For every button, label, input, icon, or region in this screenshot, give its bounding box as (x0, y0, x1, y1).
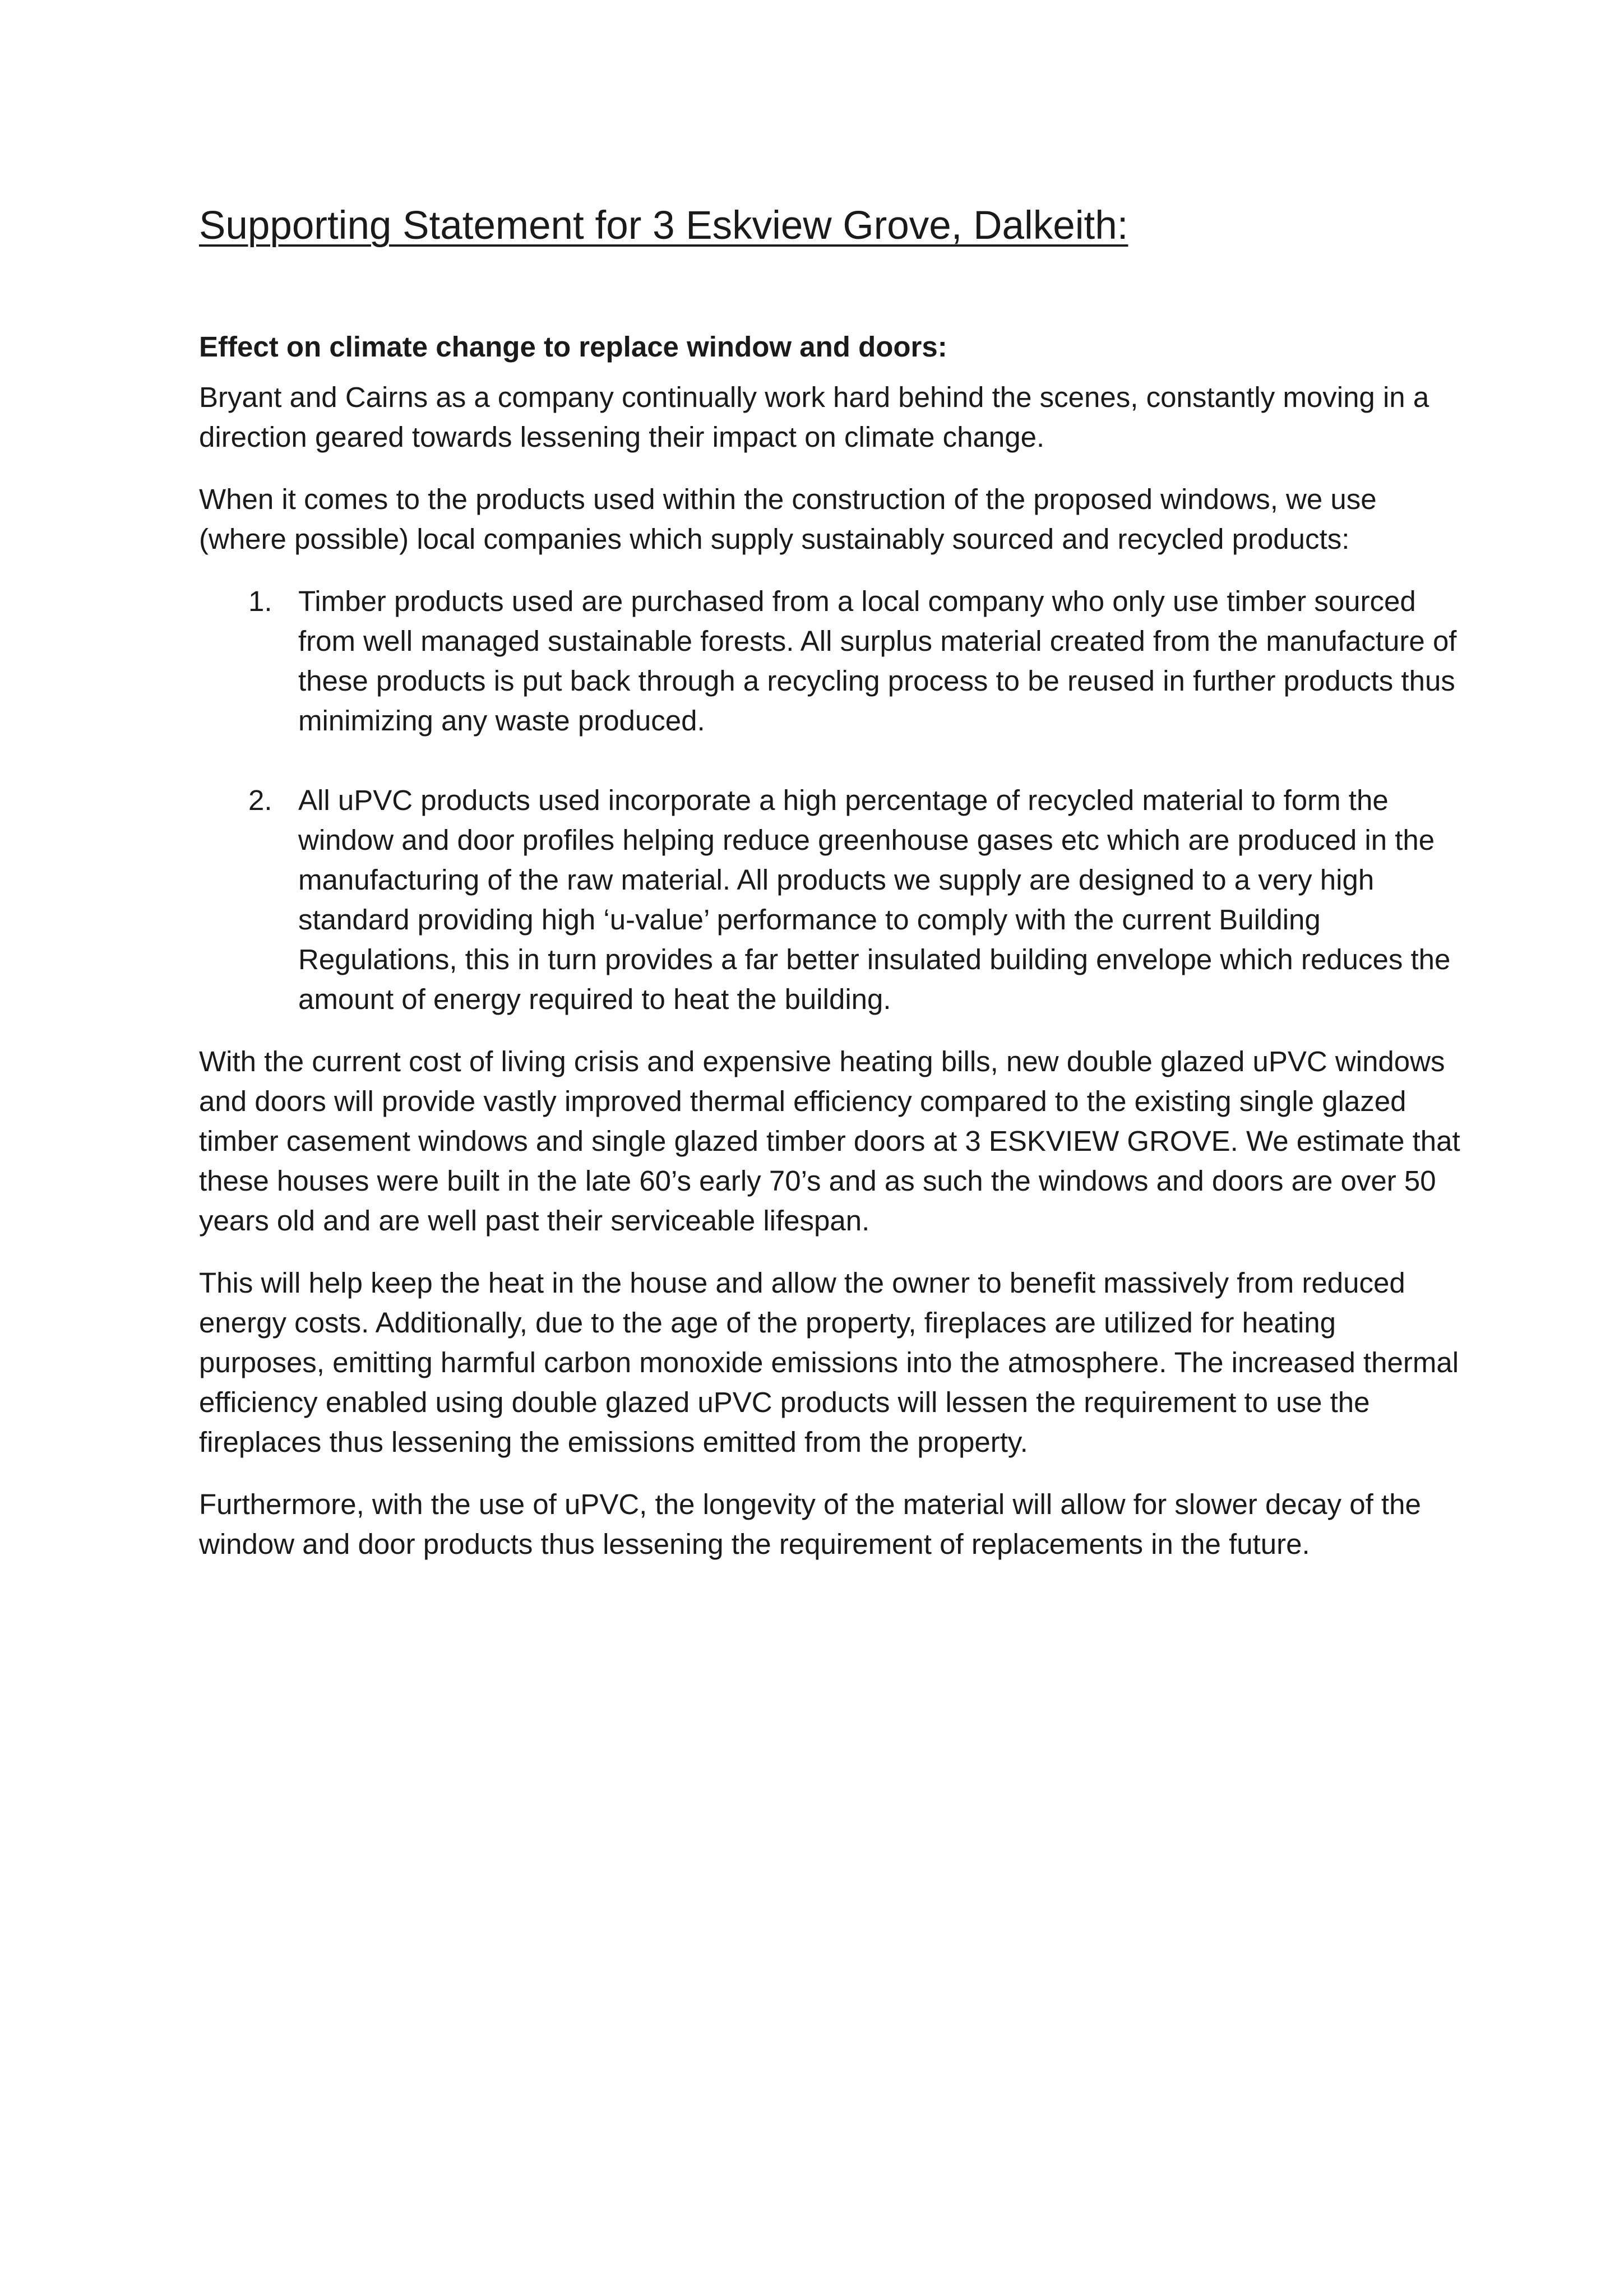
products-list (199, 581, 1460, 1019)
list-item-number: 2. (248, 784, 272, 817)
document-title: Supporting Statement for 3 Eskview Grove, Dalkeith: (199, 203, 1128, 248)
intro-paragraph: Bryant and Cairns as a company continually work hard behind the scenes, constantly moving in a direction geared towards lessening their impact on climate change. (199, 381, 1429, 453)
document-page (199, 202, 1460, 1564)
list-item-number: 1. (248, 585, 272, 618)
products-paragraph: When it comes to the products used within the construction of the proposed windows, we use (where possible) local companies which supply sustainably sourced and recycled products: (199, 483, 1377, 556)
list-item-text: All uPVC products used incorporate a high percentage of recycled material to form the window and door profiles helping reduce greenhouse gases etc which are produced in the manufacturing of the raw material. All products we supply are designed to a very high standard providing high ‘u-value’ performance to comply with the current Building Regulations, this in turn provides a far better insulated building envelope which reduces the amount of energy required to heat the building. (298, 784, 1451, 1016)
section-heading: Effect on climate change to replace window and doors: (199, 331, 947, 363)
heat-paragraph: This will help keep the heat in the house and allow the owner to benefit massively from reduced energy costs. Additionally, due to the age of the property, fireplaces are utilized for heating purposes, emitting harmful carbon monoxide emissions into the atmosphere. The increased thermal efficiency enabled using double glazed uPVC products will lessen the requirement to use the fireplaces thus lessening the emissions emitted from the property. (199, 1267, 1459, 1459)
cost-paragraph: With the current cost of living crisis and expensive heating bills, new double glazed uPVC windows and doors will provide vastly improved thermal efficiency compared to the existing single glazed timber casement windows and single glazed timber doors at 3 ESKVIEW GROVE. We estimate that these houses were built in the late 60’s early 70’s and as such the windows and doors are over 50 years old and are well past their serviceable lifespan. (199, 1045, 1460, 1237)
list-item (199, 780, 1460, 1019)
list-item (199, 581, 1460, 740)
longevity-paragraph: Furthermore, with the use of uPVC, the longevity of the material will allow for slower decay of the window and door products thus lessening the requirement of replacements in the future. (199, 1488, 1421, 1561)
list-item-text: Timber products used are purchased from a local company who only use timber sourced from well managed sustainable forests. All surplus material created from the manufacture of these products is put back through a recycling process to be reused in further products thus minimizing any waste produced. (298, 585, 1457, 737)
